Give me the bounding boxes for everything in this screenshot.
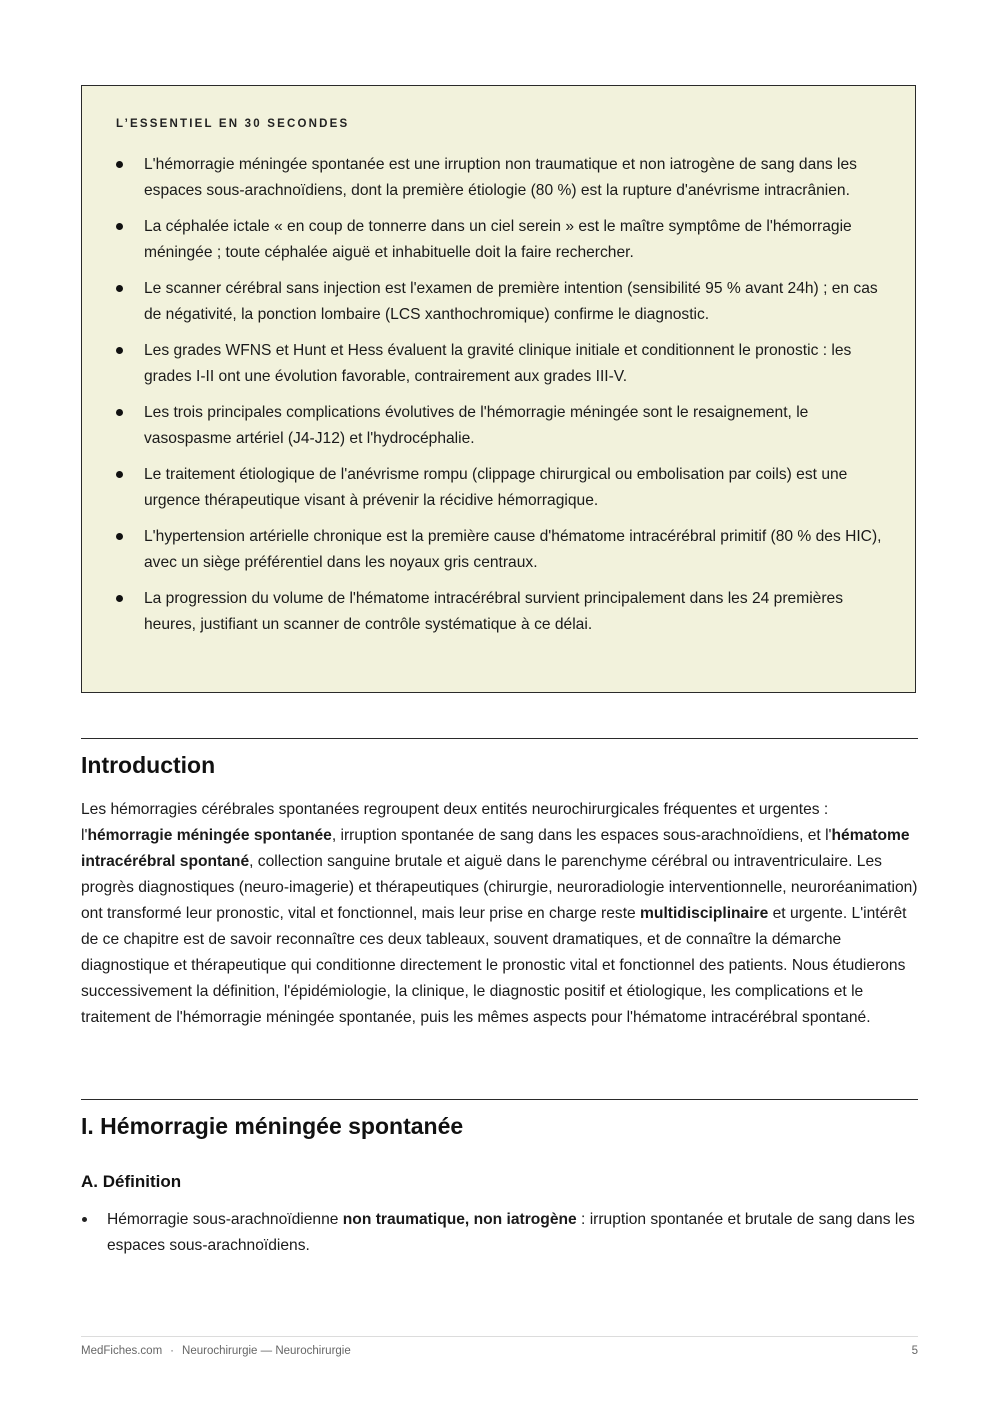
footer-category: Neurochirurgie — Neurochirurgie: [182, 1345, 351, 1357]
bullet-icon: [82, 1217, 87, 1222]
essentiel-item: Le scanner cérébral sans injection est l'examen de première intention (sensibilité 95 % avant 24h) ; en cas de négativité, la ponction lombaire (LCS xanthochromique) confirme le diagnostic.: [116, 276, 885, 328]
essentiel-item: Les grades WFNS et Hunt et Hess évaluent la gravité clinique initiale et conditionnent le pronostic : les grades I-II ont une évolution favorable, contrairement aux grades III-V.: [116, 338, 885, 390]
definition-list: [81, 1207, 918, 1259]
bullet-icon: [116, 595, 123, 602]
page-footer: [81, 1345, 918, 1357]
footer-divider: [81, 1336, 918, 1337]
essentiel-item: Le traitement étiologique de l'anévrisme rompu (clippage chirurgical ou embolisation par coils) est une urgence thérapeutique visant à prévenir la récidive hémorragique.: [116, 462, 885, 514]
bullet-icon: [116, 471, 123, 478]
page-number: 5: [911, 1345, 918, 1357]
essentiel-list: [116, 152, 885, 648]
bullet-icon: [116, 161, 123, 168]
essentiel-title: L’ESSENTIEL EN 30 SECONDES: [116, 118, 350, 130]
essentiel-box: [81, 85, 916, 693]
introduction-paragraph: Les hémorragies cérébrales spontanées regroupent deux entités neurochirurgicales fréquentes et urgentes : l'hémorragie méningée spontanée, irruption spontanée de sang dans les espaces sous-arachnoïdiens, et l'hématome intracérébral spontané, collection sanguine brutale et aiguë dans le parenchyme cérébral ou intraventriculaire. Les progrès diagnostiques (neuro-imagerie) et thérapeutiques (chirurgie, neuroradiologie interventionnelle, neuroréanimation) ont transformé leur pronostic, vital et fonctionnel, mais leur prise en charge reste multidisciplinaire et urgente. L'intérêt de ce chapitre est de savoir reconnaître ces deux tableaux, souvent dramatiques, et de connaître la démarche diagnostique et thérapeutique qui conditionne directement le pronostic vital et fonctionnel des patients. Nous étudierons successivement la définition, l'épidémiologie, la clinique, le diagnostic positif et étiologique, les complications et le traitement de l'hémorragie méningée spontanée, puis les mêmes aspects pour l'hématome intracérébral spontané.: [81, 801, 918, 1026]
essentiel-item: La progression du volume de l'hématome intracérébral survient principalement dans les 24 premières heures, justifiant un scanner de contrôle systématique à ce délai.: [116, 586, 885, 638]
bullet-icon: [116, 347, 123, 354]
essentiel-item: L'hémorragie méningée spontanée est une irruption non traumatique et non iatrogène de sang dans les espaces sous-arachnoïdiens, dont la première étiologie (80 %) est la rupture d'anévrisme intracrânien.: [116, 152, 885, 204]
essentiel-item: La céphalée ictale « en coup de tonnerre dans un ciel serein » est le maître symptôme de l'hémorragie méningée ; toute céphalée aiguë et inhabituelle doit la faire rechercher.: [116, 214, 885, 266]
section-divider: [81, 1099, 918, 1100]
bullet-icon: [116, 223, 123, 230]
bullet-icon: [116, 409, 123, 416]
subsection-heading: A. Définition: [81, 1172, 182, 1191]
bullet-icon: [116, 285, 123, 292]
essentiel-item: Les trois principales complications évolutives de l'hémorragie méningée sont le resaignement, le vasospasme artériel (J4-J12) et l'hydrocéphalie.: [116, 400, 885, 452]
footer-separator: ·: [170, 1345, 175, 1357]
bullet-icon: [116, 533, 123, 540]
list-item: Hémorragie sous-arachnoïdienne non traumatique, non iatrogène : irruption spontanée et brutale de sang dans les espaces sous-arachnoïdiens.: [81, 1207, 918, 1259]
footer-site: MedFiches.com: [81, 1345, 163, 1357]
essentiel-item: L'hypertension artérielle chronique est la première cause d'hématome intracérébral primitif (80 % des HIC), avec un siège préférentiel dans les noyaux gris centraux.: [116, 524, 885, 576]
section-divider: [81, 738, 918, 739]
section-heading: I. Hémorragie méningée spontanée: [81, 1113, 464, 1139]
introduction-heading: Introduction: [81, 752, 216, 778]
